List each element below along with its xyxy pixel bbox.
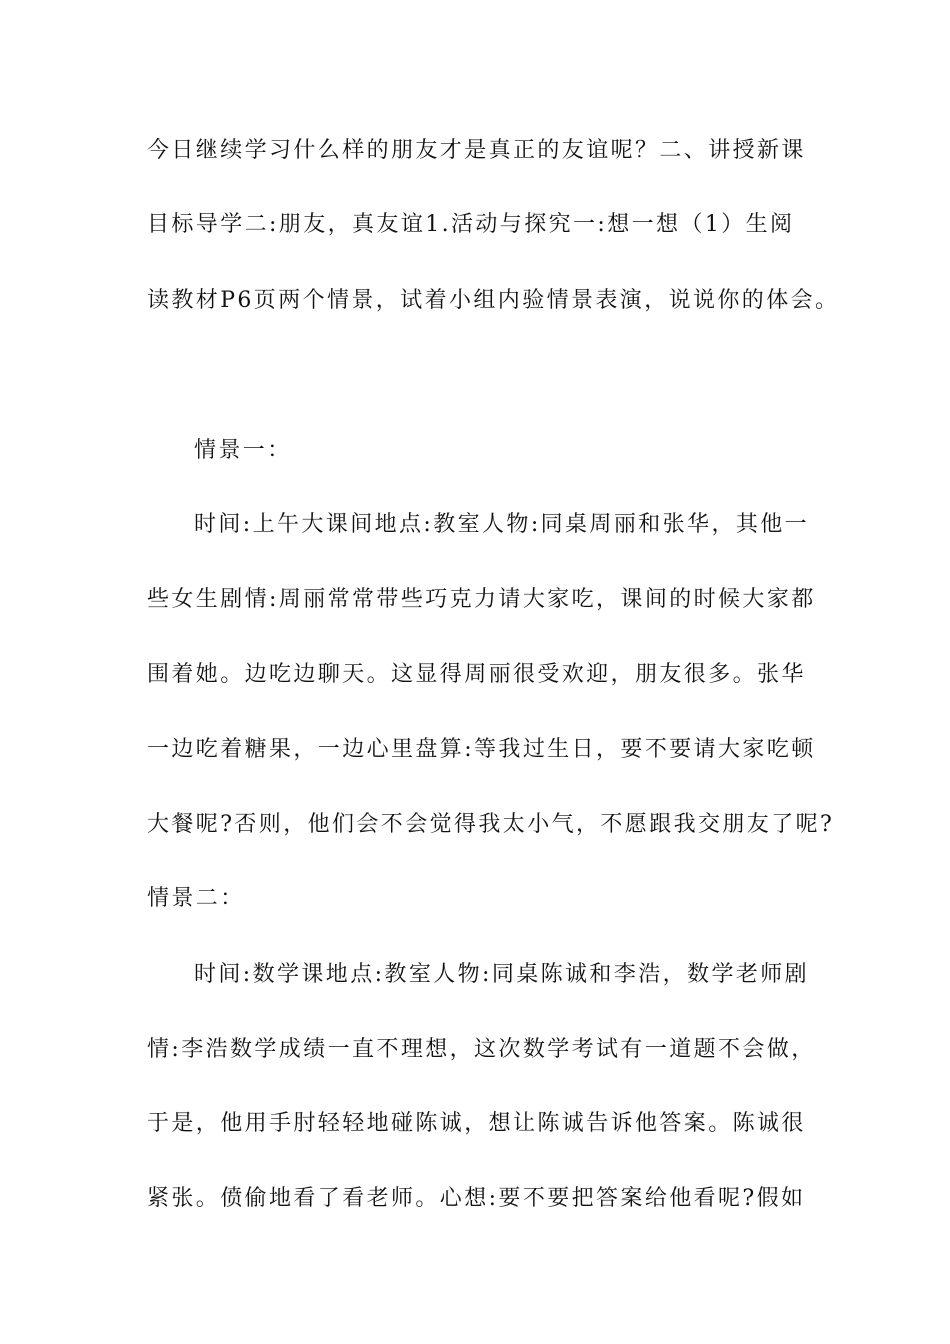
paragraph-line: 时间:上午大课间地点:教室人物:同桌周丽和张华，其他一 <box>194 512 810 537</box>
paragraph-line: 于是，他用手肘轻轻地碰陈诚，想让陈诚告诉他答案。陈诚很 <box>147 1111 806 1136</box>
paragraph-line: 目标导学二:朋友，真友谊1.活动与探究一:想一想（1）生阅 <box>147 212 795 237</box>
paragraph-line: 情:李浩数学成绩一直不理想，这次数学考试有一道题不会做， <box>147 1037 816 1062</box>
paragraph-line: 读教材P6页两个情景，试着小组内验情景表演，说说你的体会。 <box>147 288 840 313</box>
paragraph-line: 一边吃着糖果，一边心里盘算:等我过生日，要不要请大家吃顿 <box>147 737 816 762</box>
paragraph-line: 些女生剧情:周丽常常带些巧克力请大家吃，课间的时候大家都 <box>147 587 816 612</box>
paragraph-line: 时间:数学课地点:教室人物:同桌陈诚和李浩，数学老师剧 <box>194 962 810 987</box>
section-heading: 情景二： <box>147 886 245 911</box>
paragraph-line: 大餐呢?否则，他们会不会觉得我太小气，不愿跟我交朋友了呢? <box>147 812 835 837</box>
paragraph-line: 今日继续学习什么样的朋友才是真正的友谊呢？二、讲授新课 <box>147 138 806 163</box>
paragraph-line: 围着她。边吃边聊天。这显得周丽很受欢迎，朋友很多。张华 <box>147 662 806 687</box>
section-heading: 情景一： <box>194 438 292 463</box>
paragraph-line: 紧张。偾偷地看了看老师。心想:要不要把答案给他看呢?假如 <box>147 1186 806 1211</box>
